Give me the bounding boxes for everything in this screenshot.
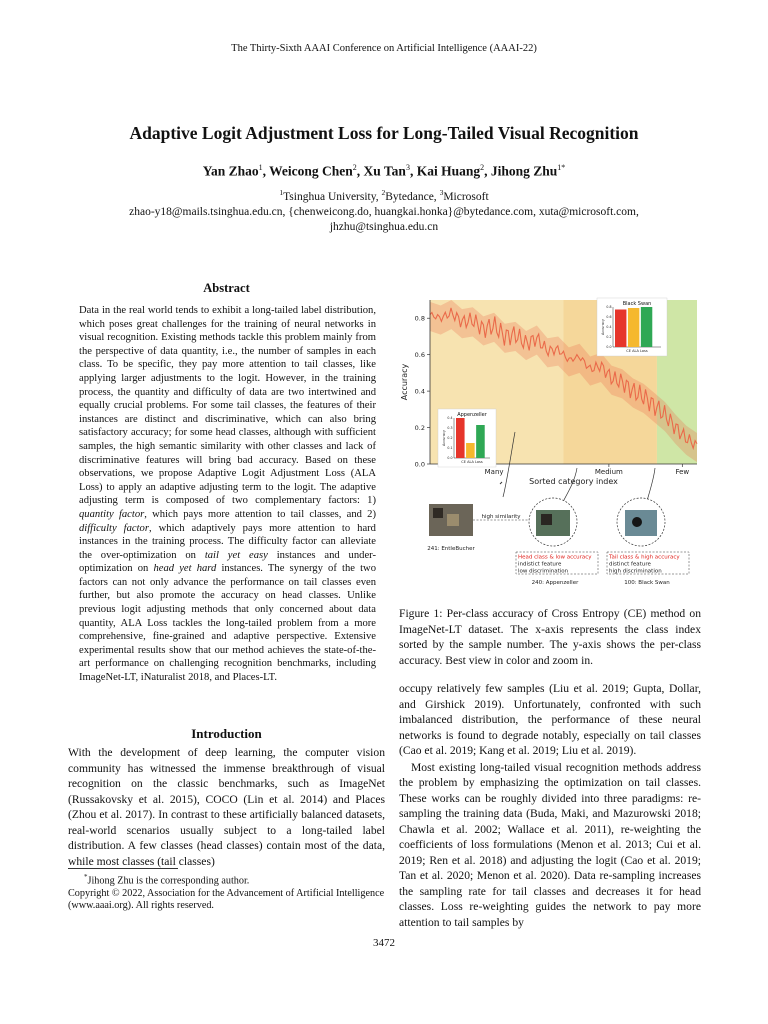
abstract-body xyxy=(79,304,376,685)
author-name: Yan Zhao xyxy=(202,163,259,179)
thumb-dog xyxy=(541,514,552,525)
inset-tick-label: 0.2 xyxy=(606,335,612,340)
figure-caption: Figure 1: Per-class accuracy of Cross Entropy (CE) method on ImageNet-LT dataset. The x-axis represents the class index sorted by the sample number. The y-axis shows the per-class accuracy. Best view in color and zoom in. xyxy=(399,607,701,667)
region-label: Medium xyxy=(594,468,623,476)
box-head-class-line: indistict feature xyxy=(518,561,562,568)
y-tick-label: 0.4 xyxy=(414,387,425,396)
author-name: Weicong Chen xyxy=(269,163,353,179)
affil-sup: 2 xyxy=(381,188,386,197)
abstract-text: instances. The synergy of the two factors can not only advance the performance on tail classes even further, but also promote the accuracy on head classes. Unlike previous logit adjusting methods that only concerned about data quantity, ALA Loss tackles the long-tailed problem from a more comprehensive, fine-grained and adaptive perspective. Extensive experimental results show that our method achieves the state-of-the-art performance on challenging recognition benchmarks, including ImageNet-LT, iNaturalist 2018, and Places-LT. xyxy=(79,563,377,684)
author-sup: 2 xyxy=(352,163,357,172)
inset-tick-label: 0.3 xyxy=(447,426,453,431)
box-head-class-line: low discrimination xyxy=(518,568,569,575)
figure-1 xyxy=(395,292,705,598)
abstract-emph: difficulty factor xyxy=(79,522,149,534)
abstract-emph: quantity factor xyxy=(79,508,145,520)
inset-bar xyxy=(615,310,626,348)
footnote-rule xyxy=(68,868,178,869)
affiliation-line xyxy=(0,185,768,205)
right-paragraph-2: Most existing long-tailed visual recognition methods address the problem by emphasizing the optimization on tail classes. These works can be roughly divided into three paradigms: re-sampling the training data (Buda, Maki, and Mazurowski 2018; Chawla et al. 2002; Wallace et al. 2011), re-weighting the coefficients of loss formulations (Menon et al. 2013; Cui et al. 2019; Ren et al. 2018) and adjusting the logit (Cao et al. 2019; Tan et al. 2020; Menon et al. 2020). Data re-sampling increases the sampling rate for tail classes and decreases it for head classes. Loss re-weighting guides the network to pay more attention to tail samples by xyxy=(399,760,701,929)
affil-sup: 1 xyxy=(279,188,284,197)
footnote-copyright: Copyright © 2022, Association for the Advancement of Artificial Intelligence (www.aaai.org). All rights reserved. xyxy=(68,887,385,912)
y-tick-label: 0.2 xyxy=(414,424,425,433)
affiliations xyxy=(0,185,768,235)
inset-title: Black Swan xyxy=(622,301,652,307)
thumb-label: 240: Appenzeller xyxy=(531,580,579,586)
inset-bar xyxy=(476,425,485,458)
inset-x-label: CE ALA Loss xyxy=(461,460,483,464)
inset-tick-label: 0.2 xyxy=(447,436,453,441)
affil-sup: 3 xyxy=(439,188,444,197)
inset-tick-label: 0.8 xyxy=(606,305,612,310)
abstract-heading: Abstract xyxy=(203,281,250,295)
inset-tick-label: 0.6 xyxy=(606,315,612,320)
box-head-class-line: Head class & low accuracy xyxy=(518,554,592,561)
y-tick-label: 0.6 xyxy=(414,351,425,360)
author-sep: , xyxy=(409,163,417,179)
connector xyxy=(500,482,502,484)
email-line-2: jhzhu@tsinghua.edu.cn xyxy=(329,220,439,233)
email-line-1: zhao-y18@mails.tsinghua.edu.cn, {chenweicong.do, huangkai.honka}@bytedance.com, xuta@microsoft.com, xyxy=(129,205,639,218)
affil-bytedance: Bytedance, xyxy=(385,190,440,203)
inset-tick-label: 0.0 xyxy=(447,456,453,461)
inset-x-label: CE ALA Loss xyxy=(626,349,648,353)
author-sup: 2 xyxy=(480,163,485,172)
author-sup: 3 xyxy=(405,163,410,172)
similarity-label: high similarity xyxy=(481,514,521,520)
thumb-label: 100: Black Swan xyxy=(624,580,670,586)
abstract-text: instances and under-optimization on xyxy=(79,549,376,575)
y-tick-label: 0.8 xyxy=(414,314,425,323)
thumb-swan xyxy=(632,517,642,527)
abstract-emph: tail yet easy xyxy=(204,549,268,561)
author-list xyxy=(0,163,768,180)
abstract-text: , which adaptively pays more attention to hard instances in the training process. The difficulty factor can alleviate the over-optimization on xyxy=(79,522,376,561)
thumb-dog xyxy=(447,514,459,526)
y-axis-label: Accuracy xyxy=(400,363,409,401)
box-tail-class-line: distinct feature xyxy=(609,561,651,568)
author-name: Xu Tan xyxy=(363,163,406,179)
footnote-corresponding: Jihong Zhu is the corresponding author. xyxy=(87,875,250,887)
inset-y-label: Accuracy xyxy=(601,319,605,335)
author-sep: , xyxy=(262,163,270,179)
author-sup: 1* xyxy=(557,163,566,172)
introduction-text: With the development of deep learning, the computer vision community has witnessed the immense breakthrough of visual recognition on the classic benchmarks, such as ImageNet (Russakovsky et al. 2015), COCO (Lin et al. 2014) and Places (Zhou et al. 2017). In contrast to these artificially balanced datasets, real-world scenarios usually subject to a long-tailed label distribution. A few classes (head classes) contain most of the data, while most classes (tail classes) xyxy=(68,746,385,868)
right-column-text xyxy=(399,681,701,930)
abstract-emph: head yet hard xyxy=(153,563,217,575)
author-sep: , xyxy=(484,163,491,179)
x-axis-label: Sorted category index xyxy=(529,477,618,486)
box-tail-class-line: Tail class & high accuracy xyxy=(609,554,680,561)
footnote-mark: * xyxy=(84,873,88,881)
inset-bar xyxy=(466,443,475,458)
author-name: Kai Huang xyxy=(416,163,481,179)
inset-tick-label: 0.0 xyxy=(606,345,612,350)
conference-header: The Thirty-Sixth AAAI Conference on Artificial Intelligence (AAAI-22) xyxy=(231,43,537,54)
author-sep: , xyxy=(356,163,364,179)
footnote xyxy=(68,871,385,913)
region-label: Few xyxy=(675,468,690,476)
region-label: Many xyxy=(484,468,504,476)
inset-bar xyxy=(628,308,639,347)
paper-title: Adaptive Logit Adjustment Loss for Long-Tailed Visual Recognition xyxy=(129,123,639,143)
abstract-text: , which pays more attention to tail classes, and 2) xyxy=(144,508,376,520)
introduction-body xyxy=(68,745,385,869)
introduction-heading: Introduction xyxy=(191,726,262,741)
inset-bar xyxy=(641,307,652,347)
thumb-dog xyxy=(433,508,443,518)
inset-y-label: Accuracy xyxy=(442,430,446,446)
inset-tick-label: 0.4 xyxy=(447,416,453,421)
inset-bar xyxy=(456,418,465,458)
page-number: 3472 xyxy=(373,937,395,949)
affil-microsoft: Microsoft xyxy=(443,190,489,203)
affil-tsinghua: Tsinghua University, xyxy=(283,190,382,203)
inset-title: Appenzeller xyxy=(457,412,487,418)
abstract-text: Data in the real world tends to exhibit a long-tailed label distribution, which poses great challenges for the training of neural networks in visual recognition. Existing methods tackle this problem mainly from the perspective of data quantity, i.e., the number of samples in each class. To be specific, they pay more attention to tail classes, like applying larger adjustments to the logit. However, in the training process, the quantity and difficulty of data are two intertwined and equally crucial problems. For some tail classes, the features of their instances are distinct and discriminative, which can also bring satisfactory accuracy; for some head classes, although with sufficient samples, the high semantic similarity with other classes and lack of discriminative features will bring bad accuracy. Based on these observations, we propose Adaptive Logit Adjustment Loss (ALA Loss) to apply an adaptive adjusting term to the logit. The adaptive adjusting term is composed of two complementary factors: 1) xyxy=(79,305,376,507)
inset-tick-label: 0.4 xyxy=(606,325,612,330)
box-tail-class-line: high discrimination xyxy=(609,568,662,575)
author-sup: 1 xyxy=(258,163,263,172)
inset-tick-label: 0.1 xyxy=(447,446,453,451)
author-name: Jihong Zhu xyxy=(490,163,558,179)
right-paragraph-1: occupy relatively few samples (Liu et al. 2019; Gupta, Dollar, and Girshick 2019). Unfortunately, confronted with such imbalanced distribution, the performance of these neural networks is found to degrade notably, especially on tail classes (Cao et al. 2019; Kang et al. 2019; Liu et al. 2019). xyxy=(399,682,701,757)
y-tick-label: 0.0 xyxy=(414,460,425,469)
thumb-label: 241: EntleBucher xyxy=(427,546,475,552)
